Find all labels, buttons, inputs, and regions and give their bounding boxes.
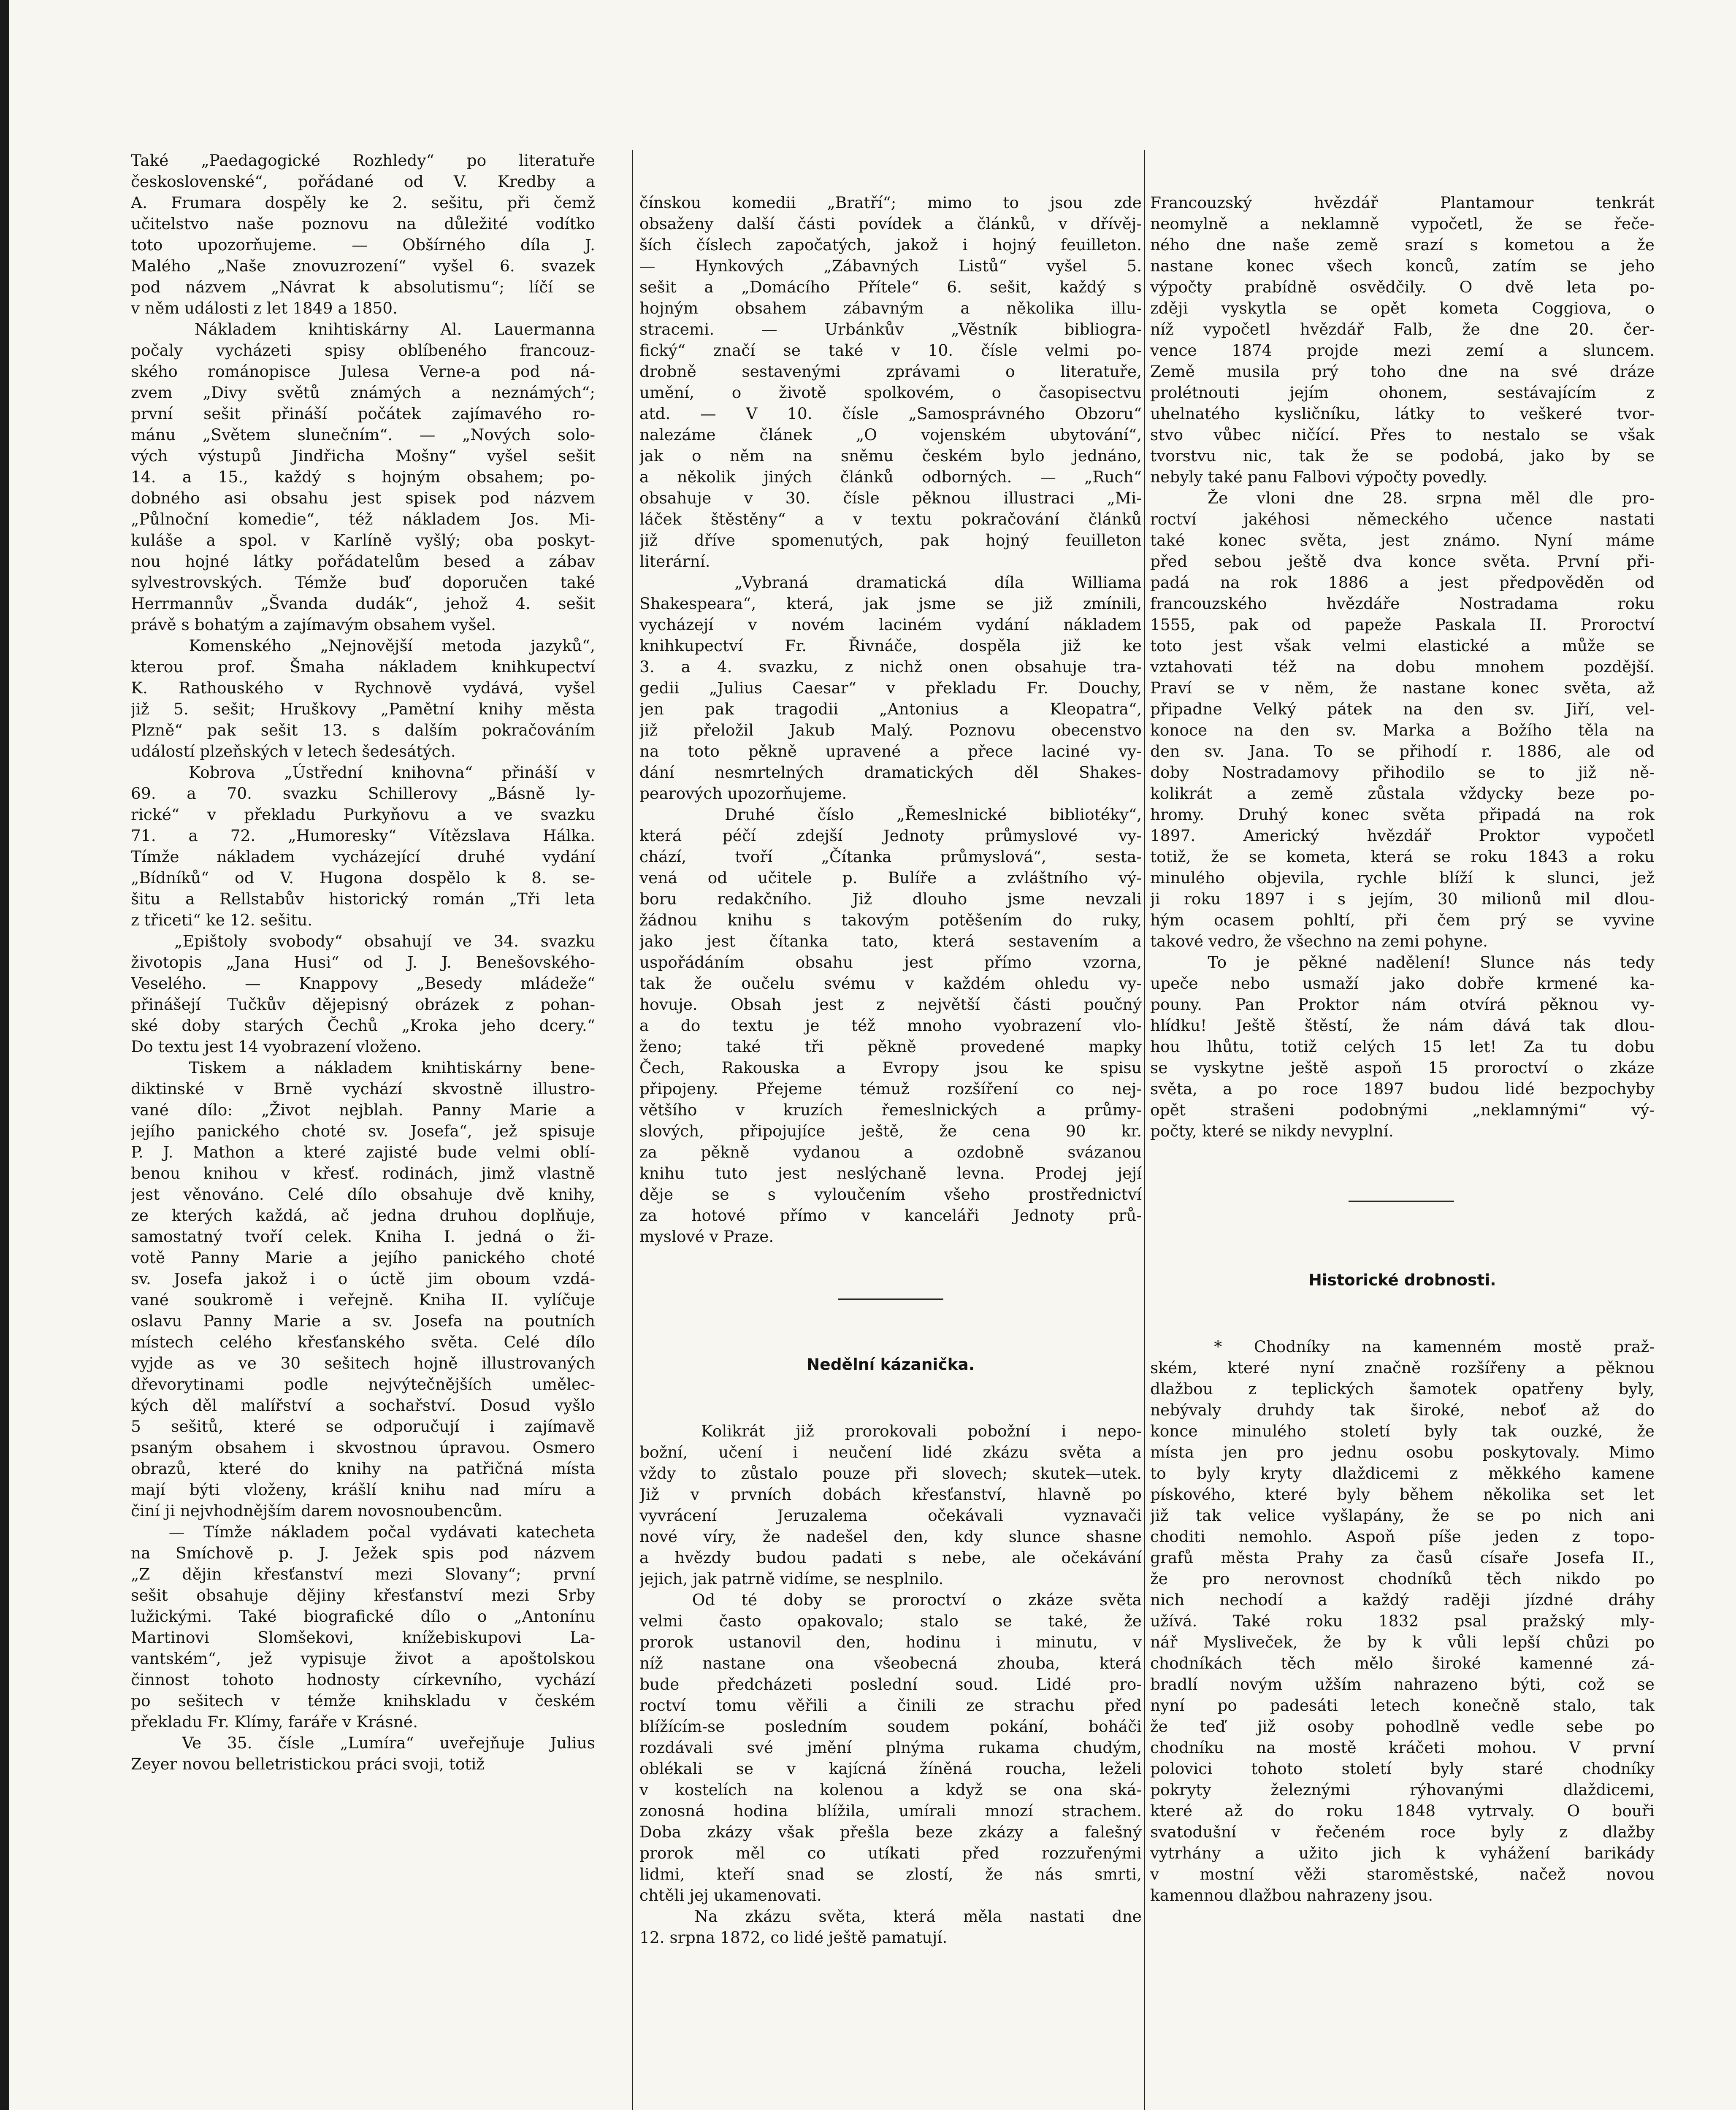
- text-line: — Hynkových „Zábavných Listů“ vyšel 5.: [639, 257, 1142, 275]
- text-line: připadne Velký pátek na den sv. Jiří, vel-: [1150, 700, 1655, 718]
- text-line: blížícím-se posledním soudem pokání, boháči: [639, 1717, 1142, 1736]
- text-line: Herrmannův „Švanda dudák“, jehož 4. sešit: [131, 594, 595, 613]
- text-line: pouny. Pan Proktor nám otvírá pěknou vy-: [1150, 995, 1655, 1014]
- text-line: a několik jiných článků odborných. — „Ruch“: [639, 468, 1142, 486]
- text-line: 5 sešitů, které se odporučují i zajímavě: [131, 1417, 595, 1436]
- text-line: vých výstupů Jindřicha Mošny“ vyšel sešit: [131, 446, 595, 465]
- text-line: lidmi, kteří snad se zlostí, že nás smrti,: [639, 1865, 1142, 1883]
- text-line: pearových upozorňujeme.: [639, 784, 847, 803]
- text-line: chodníkách těch mělo široké kamenné zá-: [1150, 1654, 1655, 1672]
- text-line: na Smíchově p. J. Ježek spis pod názvem: [131, 1544, 595, 1562]
- text-line: diktinské v Brně vychází skvostně illustro-: [131, 1079, 595, 1098]
- text-line: opět strašeni podobnými „neklamnými“ vý-: [1150, 1101, 1655, 1119]
- column-2-top-text: [639, 192, 1142, 1247]
- text-line: 3. a 4. svazku, z nichž onen obsahuje tra-: [639, 657, 1142, 676]
- text-line: světa, a po roce 1897 budou lidé bezpochyby: [1150, 1079, 1655, 1098]
- text-line: kamennou dlažbou nahrazeny jsou.: [1150, 1886, 1433, 1904]
- text-line: psaným obsahem i skvostnou úpravou. Osmero: [131, 1438, 595, 1457]
- text-line: Již v prvních dobách křesťanství, hlavně po: [639, 1485, 1142, 1504]
- text-line: bude předcházeti poslední soud. Lidé pro-: [639, 1675, 1142, 1693]
- text-line: níž nastane ona všeobecná zhouba, která: [639, 1654, 1142, 1672]
- text-line: ské doby starých Čechů „Kroka jeho dcery.“: [131, 1016, 595, 1035]
- text-line: A. Frumara dospěly ke 2. sešitu, při čemž: [131, 193, 595, 212]
- text-line: Doba zkázy však přešla beze zkázy a falešný: [639, 1823, 1142, 1841]
- text-line: učitelstvo naše poznovu na důležité vodítko: [131, 214, 595, 233]
- text-line: mánu „Světem slunečním“. — „Nových solo-: [131, 425, 595, 444]
- text-line: pískového, které byly během několika set let: [1150, 1485, 1655, 1504]
- text-line: „Půlnoční komedie“, též nákladem Jos. Mi-: [131, 510, 595, 528]
- text-line: vená od učitele p. Bulíře a zvláštního vý-: [639, 868, 1142, 887]
- text-line: dřevorytinami podle nejvýtečnějších umělec-: [131, 1375, 595, 1393]
- text-line: nich nechodí a každý raději jízdné dráhy: [1150, 1591, 1655, 1609]
- text-line: * Chodníky na kamenném mostě praž-: [1150, 1337, 1655, 1356]
- text-line: za hotové přímo v kanceláři Jednoty prů-: [639, 1206, 1142, 1225]
- text-line: nebyly také panu Falbovi výpočty povedly.: [1150, 468, 1488, 486]
- text-line: Veselého. — Knappovy „Besedy mládeže“: [131, 974, 595, 993]
- text-line: již 5. sešit; Hruškovy „Pamětní knihy města: [131, 700, 595, 718]
- text-line: 1897. Americký hvězdář Proktor vypočetl: [1150, 826, 1655, 845]
- text-line: Francouzský hvězdář Plantamour tenkrát: [1150, 193, 1655, 212]
- text-line: Kolikrát již prorokovali pobožní i nepo-: [639, 1422, 1142, 1440]
- text-line: konce minulého století byly tak ouzké, že: [1150, 1422, 1655, 1440]
- text-line: roctví jakéhosi německého učence nastati: [1150, 510, 1655, 528]
- text-line: To je pěkné nadělení! Slunce nás tedy: [1150, 953, 1655, 971]
- text-line: minulého objevila, rychle blíží k slunci, jež: [1150, 868, 1655, 887]
- text-line: francouzského hvězdáře Nostradama roku: [1150, 594, 1655, 613]
- text-line: vantském“, jež vypisuje život a apoštolskou: [131, 1649, 595, 1668]
- text-line: z třiceti“ ke 12. sešitu.: [131, 911, 313, 929]
- text-line: 1555, pak od papeže Paskala II. Proroctví: [1150, 615, 1655, 634]
- section-rule: [838, 1298, 943, 1300]
- text-line: chtěli jej ukamenovati.: [639, 1886, 822, 1904]
- text-line: že teď již osoby pohodlně vedle sebe po: [1150, 1717, 1655, 1736]
- text-line: před sebou ještě dva konce světa. První při-: [1150, 552, 1655, 571]
- text-line: že pro nerovnost chodníků těch nikdo po: [1150, 1569, 1655, 1588]
- column-3-history-text: [1150, 1336, 1655, 1906]
- text-line: jak o něm na sněmu českém bylo jednáno,: [639, 446, 1142, 465]
- text-line: ze kterých každá, ač jedna druhou doplňuje,: [131, 1206, 595, 1225]
- text-line: obsaženy další části povídek a článků, v dřívěj-: [639, 214, 1142, 233]
- text-line: toto upozorňujeme. — Obšírného díla J.: [131, 235, 595, 254]
- text-line: samostatný tvoří celek. Kniha I. jedná o ži-: [131, 1227, 595, 1246]
- text-line: v mostní věži staroměstské, načež novou: [1150, 1865, 1655, 1883]
- text-line: vyjde as ve 30 sešitech hojně illustrovaných: [131, 1354, 595, 1372]
- text-line: zvem „Divy světů známých a neznámých“;: [131, 383, 595, 402]
- text-line: kých děl malířství a sochařství. Dosud vyšlo: [131, 1396, 595, 1415]
- text-line: hou lhůtu, totiž celých 15 let! Za tu dobu: [1150, 1037, 1655, 1056]
- text-line: místech celého křesťanského světa. Celé dílo: [131, 1333, 595, 1351]
- text-line: choditi nemohlo. Aspoň píše jeden z topo-: [1150, 1527, 1655, 1546]
- text-line: votě Panny Marie a jejího panického choté: [131, 1248, 595, 1267]
- text-line: ších číslech započatých, jakož i hojný feuilleton.: [639, 235, 1142, 254]
- text-line: Ve 35. čísle „Lumíra“ uveřejňuje Julius: [131, 1734, 595, 1752]
- text-line: Také „Paedagogické Rozhledy“ po literatuře: [131, 151, 595, 170]
- text-line: počaly vycházeti spisy oblíbeného francouz-: [131, 341, 595, 360]
- text-line: činí ji nejvhodnějším darem novosnoubencům.: [131, 1501, 503, 1520]
- text-line: nové víry, že nadešel den, kdy slunce shasne: [639, 1527, 1142, 1546]
- text-line: ženo; také tři pěkně provedené mapky: [639, 1037, 1142, 1056]
- text-line: na toto pěkně upravené a přece laciné vy-: [639, 742, 1142, 760]
- text-line: tvorstvu nic, tak že se podobá, jako by se: [1150, 446, 1655, 465]
- column-divider-right: [1144, 150, 1145, 2110]
- text-line: Zeyer novou belletristickou práci svoji, totiž: [131, 1755, 485, 1773]
- text-line: Plzně“ pak sešit 13. s dalším pokračováním: [131, 721, 595, 739]
- text-line: již dříve spomenutých, pak hojný feuilleton: [639, 531, 1142, 549]
- text-line: hojným obsahem zábavným a několika illu-: [639, 299, 1142, 317]
- text-line: mají býti vloženy, krášlí knihu nad míru a: [131, 1480, 595, 1499]
- text-line: oblékali se v kajícná žíněná roucha, leželi: [639, 1759, 1142, 1778]
- text-line: prorok ustanovil den, hodinu i minutu, v: [639, 1633, 1142, 1651]
- text-line: Malého „Naše znovuzrození“ vyšel 6. svazek: [131, 257, 595, 275]
- text-line: právě s bohatým a zajímavým obsahem vyšel.: [131, 615, 496, 634]
- text-line: činnost tohoto hodnosty církevního, vychází: [131, 1670, 595, 1689]
- text-line: kterou prof. Šmaha nákladem knihkupectví: [131, 657, 595, 676]
- text-line: hým ocasem pohltí, při čem prý se vyvine: [1150, 911, 1655, 929]
- text-line: obsahuje v 30. čísle pěknou illustraci „Mi-: [639, 489, 1142, 507]
- text-line: jen pak tragodii „Antonius a Kleopatra“,: [639, 700, 1142, 718]
- text-line: Komenského „Nejnovější metoda jazyků“,: [131, 636, 595, 655]
- text-line: takové vedro, že všechno na zemi pohyne.: [1150, 932, 1488, 950]
- text-line: událostí plzeňských v letech šedesátých.: [131, 742, 456, 760]
- text-line: padá na rok 1886 a jest předpověděn od: [1150, 573, 1655, 592]
- text-line: — Tímže nákladem počal vydávati katecheta: [131, 1523, 595, 1541]
- text-line: a hvězdy budou padati s nebe, ale očekávání: [639, 1548, 1142, 1567]
- text-line: v něm události z let 1849 a 1850.: [131, 299, 398, 317]
- text-line: dání nesmrtelných dramatických děl Shakes-: [639, 763, 1142, 782]
- text-line: literární.: [639, 552, 710, 571]
- text-line: prorok měl co utíkati před rozzuřenými: [639, 1844, 1142, 1862]
- text-line: zonosná hodina blížila, umírali mnozí strachem.: [639, 1802, 1142, 1820]
- text-line: Tímže nákladem vycházející druhé vydání: [131, 847, 595, 866]
- text-line: slových, připojujíce ještě, že cena 90 kr.: [639, 1122, 1142, 1140]
- text-line: „Vybraná dramatická díla Williama: [639, 573, 1142, 592]
- text-line: také konec světa, jest známo. Nyní máme: [1150, 531, 1655, 549]
- text-line: konoce na den sv. Marka a Božího těla na: [1150, 721, 1655, 739]
- text-line: knihu tuto jest neslýchaně levna. Prodej její: [639, 1164, 1142, 1182]
- text-line: nebývaly druhdy tak široké, neboť až do: [1150, 1401, 1655, 1419]
- text-line: dobného asi obsahu jest spisek pod názvem: [131, 489, 595, 507]
- text-line: žádnou knihu s takovým potěšením do ruky,: [639, 911, 1142, 929]
- column-3-top-text: [1150, 192, 1655, 1142]
- text-line: ského románopisce Julesa Verne-a pod ná-: [131, 362, 595, 381]
- heading-sermon: Nedělní kázanička.: [806, 1355, 975, 1374]
- column-1: [131, 150, 595, 2110]
- text-line: upeče nebo usmaží jako dobře krmené ka-: [1150, 974, 1655, 993]
- text-line: sešit a „Domácího Přítele“ 6. sešit, každý s: [639, 278, 1142, 296]
- text-line: prolétnouti jejím ohonem, sestávajícím z: [1150, 383, 1655, 402]
- column-2: [639, 150, 1142, 2110]
- text-line: ného dne naše země srazí s kometou a že: [1150, 235, 1655, 254]
- text-line: již tak velice vyšlapány, že se po nich ani: [1150, 1506, 1655, 1525]
- text-line: pokryty železnými rýhovanými dlaždicemi,: [1150, 1780, 1655, 1799]
- text-line: drobně sestavenými zprávami o literatuře,: [639, 362, 1142, 381]
- text-line: rické“ v překladu Purkyňovu a ve svazku: [131, 805, 595, 824]
- text-line: výpočty prabídně osvědčily. O dvě leta po-: [1150, 278, 1655, 296]
- text-line: kuláše a spol. v Karlíně vyšlý; oba poskyt-: [131, 531, 595, 549]
- text-line: přinášejí Tučkův dějepisný obrázek z pohan-: [131, 995, 595, 1014]
- text-line: Země musila prý toho dne na své dráze: [1150, 362, 1655, 381]
- text-line: československé“, pořádané od V. Kredby a: [131, 172, 595, 191]
- text-line: po sešitech v témže knihskladu v českém: [131, 1691, 595, 1710]
- text-line: nou hojné látky pořádatelům besed a zábav: [131, 552, 595, 571]
- text-line: nastane konec všech konců, zatím se jeho: [1150, 257, 1655, 275]
- text-line: den sv. Jana. To se přihodí r. 1886, ale od: [1150, 742, 1655, 760]
- text-line: knihkupectví Fr. Řivnáče, dospěla již ke: [639, 636, 1142, 655]
- text-line: oslavu Panny Marie a sv. Josefa na poutních: [131, 1312, 595, 1330]
- text-line: grafů města Prahy za časů císaře Josefa II.,: [1150, 1548, 1655, 1567]
- text-line: Tiskem a nákladem knihtiskárny bene-: [131, 1058, 595, 1077]
- text-line: pod názvem „Návrat k absolutismu“; líčí se: [131, 278, 595, 296]
- text-line: které až do roku 1848 vytrvaly. O bouři: [1150, 1802, 1655, 1820]
- text-line: nalezáme článek „O vojenském ubytování“,: [639, 425, 1142, 444]
- text-line: vané soukromě i veřejně. Kniha II. vylíčuje: [131, 1290, 595, 1309]
- text-line: vztahovati též na dobu mnohem pozdější.: [1150, 657, 1655, 676]
- text-line: Do textu jest 14 vyobrazení vloženo.: [131, 1037, 422, 1056]
- text-line: rozdávali své jmění plnýma rukama chudým,: [639, 1738, 1142, 1757]
- text-line: „Bídníků“ od V. Hugona dospělo k 8. se-: [131, 868, 595, 887]
- text-line: ji roku 1897 i s jejím, 30 milionů mil dlou-: [1150, 890, 1655, 908]
- section-rule: [1349, 1201, 1454, 1202]
- text-line: Od té doby se proroctví o zkáze světa: [639, 1591, 1142, 1609]
- text-line: sešit obsahuje dějiny křesťanství mezi Srby: [131, 1586, 595, 1604]
- text-line: 71. a 72. „Humoresky“ Vítězslava Hálka.: [131, 826, 595, 845]
- text-line: Na zkázu světa, která měla nastati dne: [639, 1907, 1142, 1926]
- text-line: která péčí zdejší Jednoty průmyslové vy-: [639, 826, 1142, 845]
- text-line: tak že oučelu svému v každém ohledu vy-: [639, 974, 1142, 993]
- text-line: doby Nostradamovy přihodilo se to již ně-: [1150, 763, 1655, 782]
- text-line: „Epištoly svobody“ obsahují ve 34. svazku: [131, 932, 595, 950]
- text-line: atd. — V 10. čísle „Samosprávného Obzoru“: [639, 404, 1142, 423]
- text-line: 69. a 70. svazku Schillerovy „Básně ly-: [131, 784, 595, 803]
- text-line: šitu a Rellstabův historický román „Tři leta: [131, 890, 595, 908]
- text-line: většího v kruzích řemeslnických a průmy-: [639, 1101, 1142, 1119]
- text-line: vence 1874 projde mezi zemí a sluncem.: [1150, 341, 1655, 360]
- text-line: a do textu je též mnoho vyobrazení vlo-: [639, 1016, 1142, 1035]
- text-line: jejího panického choté sv. Josefa“, jež spisuje: [131, 1122, 595, 1140]
- text-line: myslové v Praze.: [639, 1227, 774, 1246]
- column-divider-left: [632, 150, 633, 2110]
- text-line: hromy. Druhý konec světa připadá na rok: [1150, 805, 1655, 824]
- column-3: [1150, 150, 1655, 2110]
- text-line: kolikrát a země zůstala vždycky beze po-: [1150, 784, 1655, 803]
- text-line: Praví se v něm, že nastane konec světa, až: [1150, 679, 1655, 697]
- text-line: Kobrova „Ústřední knihovna“ přináší v: [131, 763, 595, 782]
- text-line: „Z dějin křesťanství mezi Slovany“; první: [131, 1565, 595, 1583]
- text-line: níž vypočetl hvězdář Falb, že dne 20. čer-: [1150, 320, 1655, 338]
- text-line: obrazů, které do knihy na patřičná místa: [131, 1459, 595, 1478]
- text-line: uspořádáním obsahu jest přímo vzorna,: [639, 953, 1142, 971]
- text-line: již přeložil Jakub Malý. Poznovu obecenstvo: [639, 721, 1142, 739]
- text-line: boru redakčního. Již dlouho jsme nevzali: [639, 890, 1142, 908]
- text-line: vytrhány a užito jich k vyhážení barikády: [1150, 1844, 1655, 1862]
- text-line: to byly kryty dlaždicemi z měkkého kamene: [1150, 1464, 1655, 1482]
- text-line: P. J. Mathon a které zajisté bude velmi oblí-: [131, 1143, 595, 1161]
- text-line: Shakespeara“, která, jak jsme se již zmínili,: [639, 594, 1142, 613]
- text-line: toto jest však velmi elastické a může se: [1150, 636, 1655, 655]
- text-line: Druhé číslo „Řemeslnické bibliotéky“,: [639, 805, 1142, 824]
- text-line: gedii „Julius Caesar“ v překladu Fr. Douchy,: [639, 679, 1142, 697]
- text-line: lužickými. Také biografické dílo o „Antonínu: [131, 1607, 595, 1626]
- text-line: polovici tohoto století byly staré chodníky: [1150, 1759, 1655, 1778]
- text-line: totiž, že se kometa, která se roku 1843 a roku: [1150, 847, 1655, 866]
- text-line: božní, učení i neučení lidé zkázu světa a: [639, 1443, 1142, 1461]
- text-line: uhelnatého kysličníku, látky to veškeré tvor-: [1150, 404, 1655, 423]
- text-line: roctví tomu věřili a činili ze strachu před: [639, 1696, 1142, 1715]
- text-line: chodníku na mostě kráčeti mohou. V první: [1150, 1738, 1655, 1757]
- text-line: za pěkně vydanou a ozdobně svázanou: [639, 1143, 1142, 1161]
- text-line: počty, které se nikdy nevyplní.: [1150, 1122, 1394, 1140]
- text-line: vyvrácení Jeruzalema očekávali vyznavači: [639, 1506, 1142, 1525]
- text-line: první sešit přináší počátek zajímavého ro-: [131, 404, 595, 423]
- text-line: Že vloni dne 28. srpna měl dle pro-: [1150, 489, 1655, 507]
- text-line: sylvestrovských. Témže buď doporučen také: [131, 573, 595, 592]
- text-line: neomylně a neklamně vypočetl, že se řeče-: [1150, 214, 1655, 233]
- text-line: nář Mysliveček, že by k vůli lepší chůzi po: [1150, 1633, 1655, 1651]
- text-line: Čech, Rakouska a Evropy jsou ke spisu: [639, 1058, 1142, 1077]
- text-line: 12. srpna 1872, co lidé ještě pamatují.: [639, 1928, 948, 1947]
- text-line: jest věnováno. Celé dílo obsahuje dvě knihy,: [131, 1185, 595, 1204]
- text-line: umění, o životě spolkovém, o časopisectvu: [639, 383, 1142, 402]
- text-line: vycházejí v novém laciném vydání nákladem: [639, 615, 1142, 634]
- text-line: sv. Josefa jakož i o úctě jim oboum vzdá-: [131, 1269, 595, 1288]
- text-line: vždy to zůstalo pouze při slovech; skutek—utek.: [639, 1464, 1142, 1482]
- text-line: svatodušní v řečeném roce byly z dlažby: [1150, 1823, 1655, 1841]
- text-line: K. Rathouského v Rychnově vydává, vyšel: [131, 679, 595, 697]
- text-line: jako jest čítanka tato, která sestavením a: [639, 932, 1142, 950]
- text-line: v kostelích na kolenou a když se ona ská-: [639, 1780, 1142, 1799]
- text-line: dlažbou z teplických šamotek opatřeny byly,: [1150, 1380, 1655, 1398]
- text-line: stracemi. — Urbánkův „Věstník bibliogra-: [639, 320, 1142, 338]
- text-line: benou knihou v křesť. rodinách, jimž vlastně: [131, 1164, 595, 1182]
- text-line: místa jen pro jednu osobu poskytovaly. Mimo: [1150, 1443, 1655, 1461]
- text-line: děje se s vyloučením všeho prostřednictví: [639, 1185, 1142, 1204]
- text-line: vané dílo: „Život nejblah. Panny Marie a: [131, 1101, 595, 1119]
- text-line: jejich, jak patrně vidíme, se nesplnilo.: [639, 1569, 944, 1588]
- heading-history: Historické drobnosti.: [1308, 1271, 1496, 1289]
- text-line: Nákladem knihtiskárny Al. Lauermanna: [131, 320, 595, 338]
- text-line: bradlí novým užším nahrazeno býti, což se: [1150, 1675, 1655, 1693]
- text-line: láček štěstěny“ a v textu pokračování článků: [639, 510, 1142, 528]
- text-line: fický“ značí se také v 10. čísle velmi po-: [639, 341, 1142, 360]
- text-line: životopis „Jana Husi“ od J. J. Benešovského-: [131, 953, 595, 971]
- text-line: ském, které nyní značně rozšířeny a pěknou: [1150, 1358, 1655, 1377]
- text-line: čínskou komedii „Bratří“; mimo to jsou zde: [639, 193, 1142, 212]
- text-line: Martinovi Slomšekovi, knížebiskupovi La-: [131, 1628, 595, 1647]
- text-line: 14. a 15., každý s hojným obsahem; po-: [131, 468, 595, 486]
- text-line: nyní po padesáti letech konečně stalo, tak: [1150, 1696, 1655, 1715]
- text-line: hovuje. Obsah jest z největší části poučný: [639, 995, 1142, 1014]
- text-line: překladu Fr. Klímy, faráře v Krásné.: [131, 1712, 418, 1731]
- text-line: stvo vůbec ničící. Přes to nestalo se však: [1150, 425, 1655, 444]
- text-line: se vyskytne ještě aspoň 15 proroctví o zkáze: [1150, 1058, 1655, 1077]
- text-line: připojeny. Přejeme témuž rozšíření co nej-: [639, 1079, 1142, 1098]
- text-line: chází, tvoří „Čítanka průmyslová“, sesta-: [639, 847, 1142, 866]
- text-line: hlídku! Ještě štěstí, že nám dává tak dlou-: [1150, 1016, 1655, 1035]
- text-line: užívá. Také roku 1832 psal pražský mly-: [1150, 1612, 1655, 1630]
- column-2-sermon-text: [639, 1420, 1142, 1948]
- text-line: velmi často opakovalo; stalo se také, že: [639, 1612, 1142, 1630]
- text-line: zději vyskytla se opět kometa Coggiova, o: [1150, 299, 1655, 317]
